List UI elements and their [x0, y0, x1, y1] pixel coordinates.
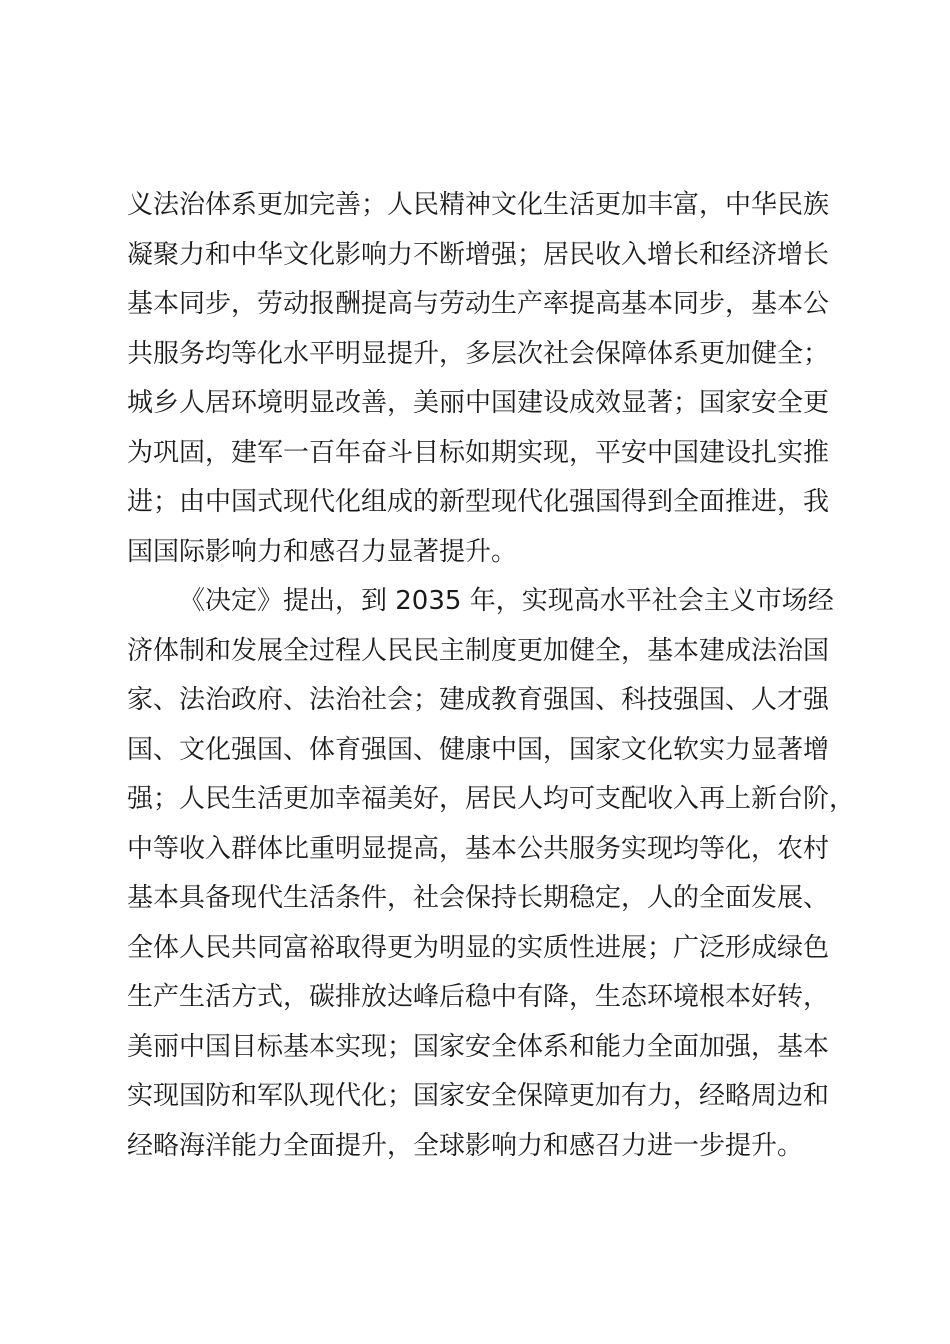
- paragraph-line: 生产生活方式，碳排放达峰后稳中有降，生态环境根本好转，: [127, 982, 830, 1012]
- paragraph-line: 基本具备现代生活条件，社会保持长期稳定，人的全面发展、: [127, 883, 830, 913]
- paragraph-2: [127, 577, 856, 1171]
- paragraph-line: 进；由中国式现代化组成的新型现代化强国得到全面推进，我: [127, 487, 830, 517]
- paragraph-line: 全体人民共同富裕取得更为明显的实质性进展；广泛形成绿色: [127, 932, 830, 963]
- paragraph-line: 家、法治政府、法治社会；建成教育强国、科技强国、人才强: [127, 685, 830, 715]
- paragraph-line: 国国际影响力和感召力显著提升。: [127, 536, 518, 567]
- paragraph-line: 义法治体系更加完善；人民精神文化生活更加丰富，中华民族: [127, 190, 830, 220]
- paragraph-line: 济体制和发展全过程人民民主制度更加健全，基本建成法治国: [127, 635, 830, 666]
- paragraph-line: 城乡人居环境明显改善，美丽中国建设成效显著；国家安全更: [127, 388, 830, 418]
- paragraph-line: 实现国防和军队现代化；国家安全保障更加有力，经略周边和: [127, 1081, 830, 1111]
- paragraph-line: 强；人民生活更加幸福美好，居民人均可支配收入再上新台阶，: [127, 784, 856, 814]
- paragraph-first-line: 《决定》提出，到 2035 年，实现高水平社会主义市场经: [179, 586, 834, 616]
- body-text: [127, 181, 856, 1171]
- paragraph-line: 经略海洋能力全面提升，全球影响力和感召力进一步提升。: [127, 1130, 804, 1161]
- paragraph-line: 凝聚力和中华文化影响力不断增强；居民收入增长和经济增长: [127, 239, 830, 270]
- paragraph-line: 国、文化强国、体育强国、健康中国，国家文化软实力显著增: [127, 734, 830, 765]
- paragraph-1: [127, 181, 832, 577]
- paragraph-line: 美丽中国目标基本实现；国家安全体系和能力全面加强，基本: [127, 1031, 830, 1062]
- paragraph-line: 中等收入群体比重明显提高，基本公共服务实现均等化，农村: [127, 833, 830, 864]
- paragraph-line: 为巩固，建军一百年奋斗目标如期实现，平安中国建设扎实推: [127, 437, 830, 468]
- paragraph-line: 共服务均等化水平明显提升，多层次社会保障体系更加健全；: [127, 338, 830, 369]
- paragraph-line: 基本同步，劳动报酬提高与劳动生产率提高基本同步，基本公: [127, 289, 830, 319]
